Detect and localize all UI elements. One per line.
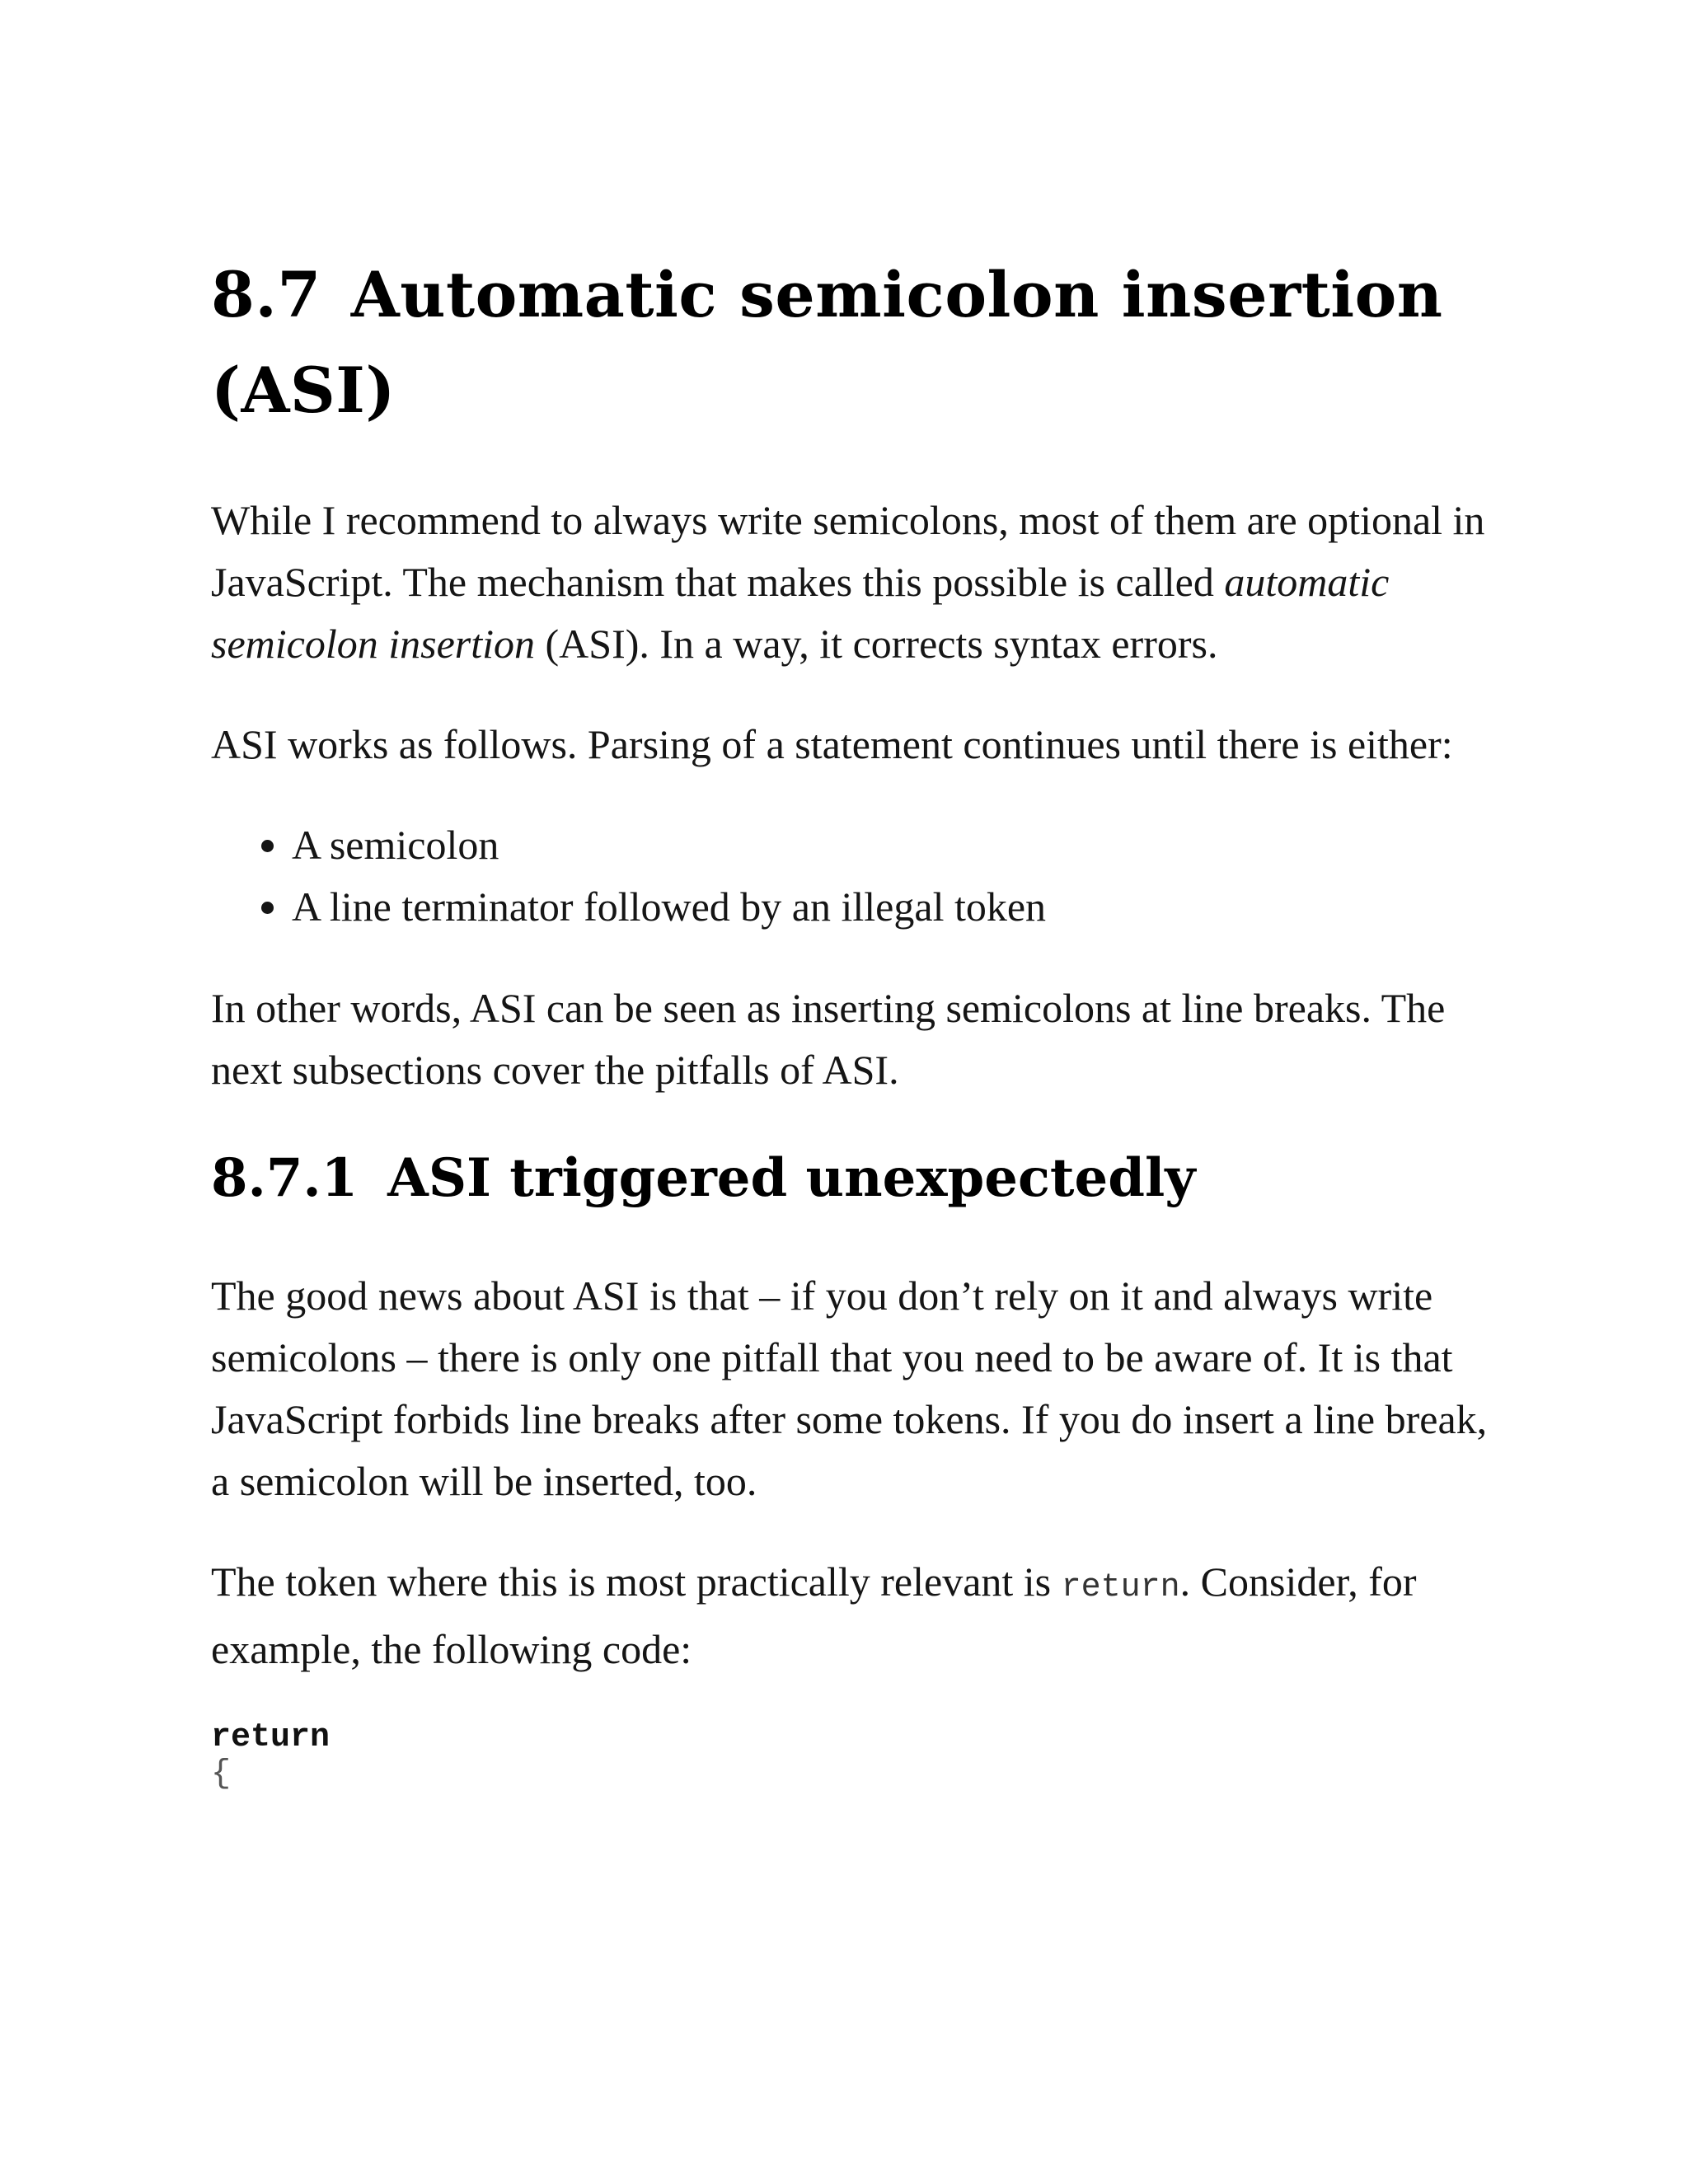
code-block bbox=[211, 1720, 1497, 1793]
return-text-part1: The token where this is most practically relevant is bbox=[211, 1558, 1062, 1605]
summary-paragraph: In other words, ASI can be seen as inserting semicolons at line breaks. The next subsections cover the pitfalls of ASI. bbox=[211, 985, 1446, 1093]
return-text-part2: . Consider, for example, the following code: bbox=[211, 1558, 1417, 1672]
pitfall-paragraph: The good news about ASI is that – if you don’t rely on it and always write semicolons – there is only one pitfall that you need to be aware of. It is that JavaScript forbids line breaks after some tokens. If you do insert a line break, a semicolon will be inserted, too. bbox=[211, 1272, 1488, 1504]
section-title-line2: (ASI) bbox=[211, 354, 396, 427]
code-line-brace: { bbox=[211, 1755, 232, 1793]
inline-code: return bbox=[1061, 1569, 1180, 1606]
list-item: • A line terminator followed by an illegal token bbox=[292, 876, 1497, 938]
asi-rules-paragraph: ASI works as follows. Parsing of a statement continues until there is either: bbox=[211, 721, 1453, 767]
bullet-list bbox=[211, 814, 1497, 938]
section-title-line1: Automatic semicolon insertion bbox=[350, 258, 1443, 331]
return-paragraph bbox=[211, 1551, 1497, 1680]
section-heading bbox=[211, 247, 1497, 438]
subsection-number: 8.7.1 bbox=[211, 1147, 359, 1209]
emphasized-term: automatic semicolon insertion bbox=[211, 559, 1390, 667]
intro-paragraph bbox=[211, 490, 1497, 675]
page-content bbox=[211, 247, 1497, 1793]
intro-text-part2: (ASI). In a way, it corrects syntax errors. bbox=[535, 621, 1218, 667]
list-item: • A semicolon bbox=[292, 814, 1497, 876]
subsection-title: ASI triggered unexpectedly bbox=[387, 1147, 1196, 1209]
section-number: 8.7 bbox=[211, 258, 321, 331]
intro-text-part1: While I recommend to always write semicolons, most of them are optional in JavaScript. The mechanism that makes this possible is called bbox=[211, 497, 1485, 605]
subsection-heading bbox=[211, 1139, 1497, 1218]
code-line-return: return bbox=[211, 1719, 331, 1756]
